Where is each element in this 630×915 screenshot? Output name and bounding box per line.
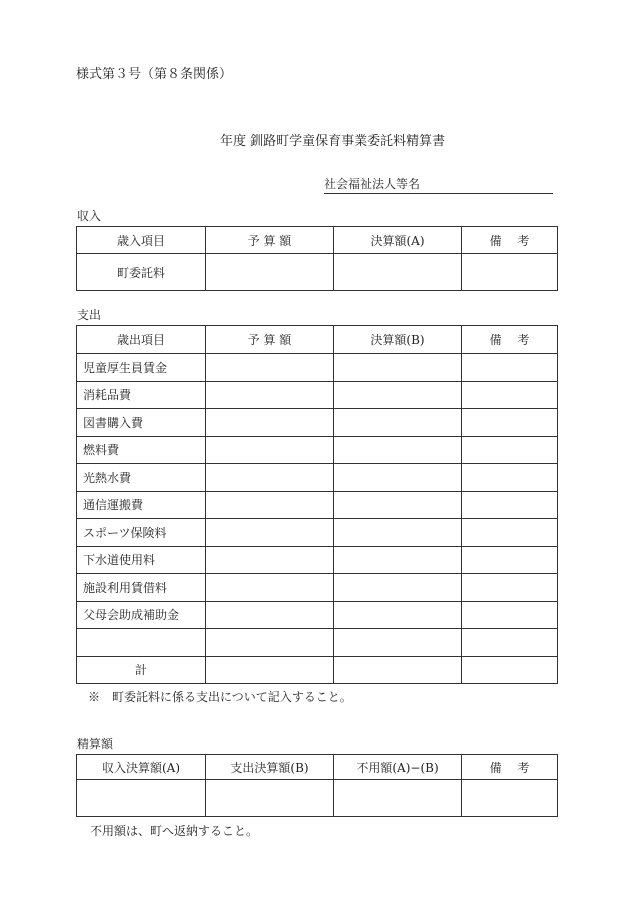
settlement-header-row: [77, 755, 558, 780]
table-row: [77, 464, 558, 492]
remarks-cell[interactable]: [462, 574, 558, 602]
total-remarks-cell[interactable]: [462, 656, 558, 684]
remarks-cell[interactable]: [462, 491, 558, 519]
actual-cell[interactable]: [334, 436, 462, 464]
actual-cell[interactable]: [334, 354, 462, 382]
expense-table: [76, 325, 558, 684]
remarks-cell[interactable]: [462, 409, 558, 437]
settlement-header-income: 収入決算額(A): [77, 755, 206, 780]
remarks-cell[interactable]: [462, 381, 558, 409]
budget-cell[interactable]: [206, 546, 334, 574]
table-row: [77, 381, 558, 409]
total-actual-cell[interactable]: [334, 656, 462, 684]
settlement-table: [76, 754, 558, 817]
actual-cell[interactable]: [334, 491, 462, 519]
table-row: [77, 254, 558, 291]
remarks-cell[interactable]: [462, 464, 558, 492]
remarks-cell[interactable]: [462, 436, 558, 464]
expense-header-item: 歳出項目: [77, 326, 206, 354]
expense-row-label: 光熱水費: [77, 464, 206, 492]
income-actual-cell[interactable]: [334, 254, 462, 291]
total-budget-cell[interactable]: [206, 656, 334, 684]
remarks-cell[interactable]: [462, 629, 558, 657]
table-row: [77, 491, 558, 519]
actual-cell[interactable]: [334, 519, 462, 547]
expense-header-remarks: 備 考: [462, 326, 558, 354]
budget-cell[interactable]: [206, 436, 334, 464]
income-budget-cell[interactable]: [206, 254, 334, 291]
income-table: [76, 226, 558, 291]
total-label: 計: [77, 656, 206, 684]
table-row: [77, 409, 558, 437]
expense-row-label: 父母会助成補助金: [77, 601, 206, 629]
actual-cell[interactable]: [334, 464, 462, 492]
settlement-section-label: 精算額: [77, 737, 114, 751]
table-row: [77, 546, 558, 574]
budget-cell[interactable]: [206, 574, 334, 602]
income-header-row: [77, 227, 558, 254]
remarks-cell[interactable]: [462, 354, 558, 382]
expense-header-budget: 予 算 額: [206, 326, 334, 354]
table-row: [77, 354, 558, 382]
expense-row-label: 燃料費: [77, 436, 206, 464]
budget-cell[interactable]: [206, 464, 334, 492]
actual-cell[interactable]: [334, 546, 462, 574]
expense-row-label: スポーツ保険料: [77, 519, 206, 547]
income-section-label: 収入: [77, 209, 102, 223]
income-header-actual: 決算額(A): [334, 227, 462, 254]
settlement-header-expense: 支出決算額(B): [206, 755, 334, 780]
settlement-remarks-cell[interactable]: [462, 780, 558, 817]
table-row: [77, 519, 558, 547]
budget-cell[interactable]: [206, 381, 334, 409]
income-row-label: 町委託料: [77, 254, 206, 291]
budget-cell[interactable]: [206, 354, 334, 382]
form-number: 様式第３号（第８条関係）: [76, 67, 233, 82]
table-row: [77, 629, 558, 657]
settlement-unused-cell[interactable]: [334, 780, 462, 817]
actual-cell[interactable]: [334, 574, 462, 602]
income-header-item: 歳入項目: [77, 227, 206, 254]
actual-cell[interactable]: [334, 629, 462, 657]
expense-section-label: 支出: [77, 308, 102, 322]
table-row: [77, 436, 558, 464]
income-header-budget: 予 算 額: [206, 227, 334, 254]
organization-field[interactable]: [324, 175, 553, 194]
expense-note: ※ 町委託料に係る支出について記入すること。: [88, 690, 352, 704]
settlement-header-unused: 不用額(A)−(B): [334, 755, 462, 780]
income-remarks-cell[interactable]: [462, 254, 558, 291]
expense-row-label: 通信運搬費: [77, 491, 206, 519]
table-row: [77, 574, 558, 602]
actual-cell[interactable]: [334, 409, 462, 437]
remarks-cell[interactable]: [462, 546, 558, 574]
organization-label: 社会福祉法人等名: [324, 177, 421, 191]
total-row: [77, 656, 558, 684]
budget-cell[interactable]: [206, 409, 334, 437]
expense-row-label: 消耗品費: [77, 381, 206, 409]
settlement-header-remarks: 備 考: [462, 755, 558, 780]
expense-row-label: 施設利用賃借料: [77, 574, 206, 602]
actual-cell[interactable]: [334, 381, 462, 409]
remarks-cell[interactable]: [462, 601, 558, 629]
expense-header-row: [77, 326, 558, 354]
settlement-income-cell[interactable]: [77, 780, 206, 817]
expense-row-label-blank[interactable]: [77, 629, 206, 657]
expense-row-label: 児童厚生員賃金: [77, 354, 206, 382]
table-row: [77, 780, 558, 817]
budget-cell[interactable]: [206, 491, 334, 519]
income-header-remarks: 備 考: [462, 227, 558, 254]
budget-cell[interactable]: [206, 629, 334, 657]
expense-row-label: 下水道使用料: [77, 546, 206, 574]
remarks-cell[interactable]: [462, 519, 558, 547]
budget-cell[interactable]: [206, 601, 334, 629]
expense-row-label: 図書購入費: [77, 409, 206, 437]
budget-cell[interactable]: [206, 519, 334, 547]
settlement-expense-cell[interactable]: [206, 780, 334, 817]
expense-header-actual: 決算額(B): [334, 326, 462, 354]
actual-cell[interactable]: [334, 601, 462, 629]
settlement-note: 不用額は、町へ返納すること。: [90, 824, 259, 838]
table-row: [77, 601, 558, 629]
page-title: 年度 釧路町学童保育事業委託料精算書: [220, 134, 446, 149]
